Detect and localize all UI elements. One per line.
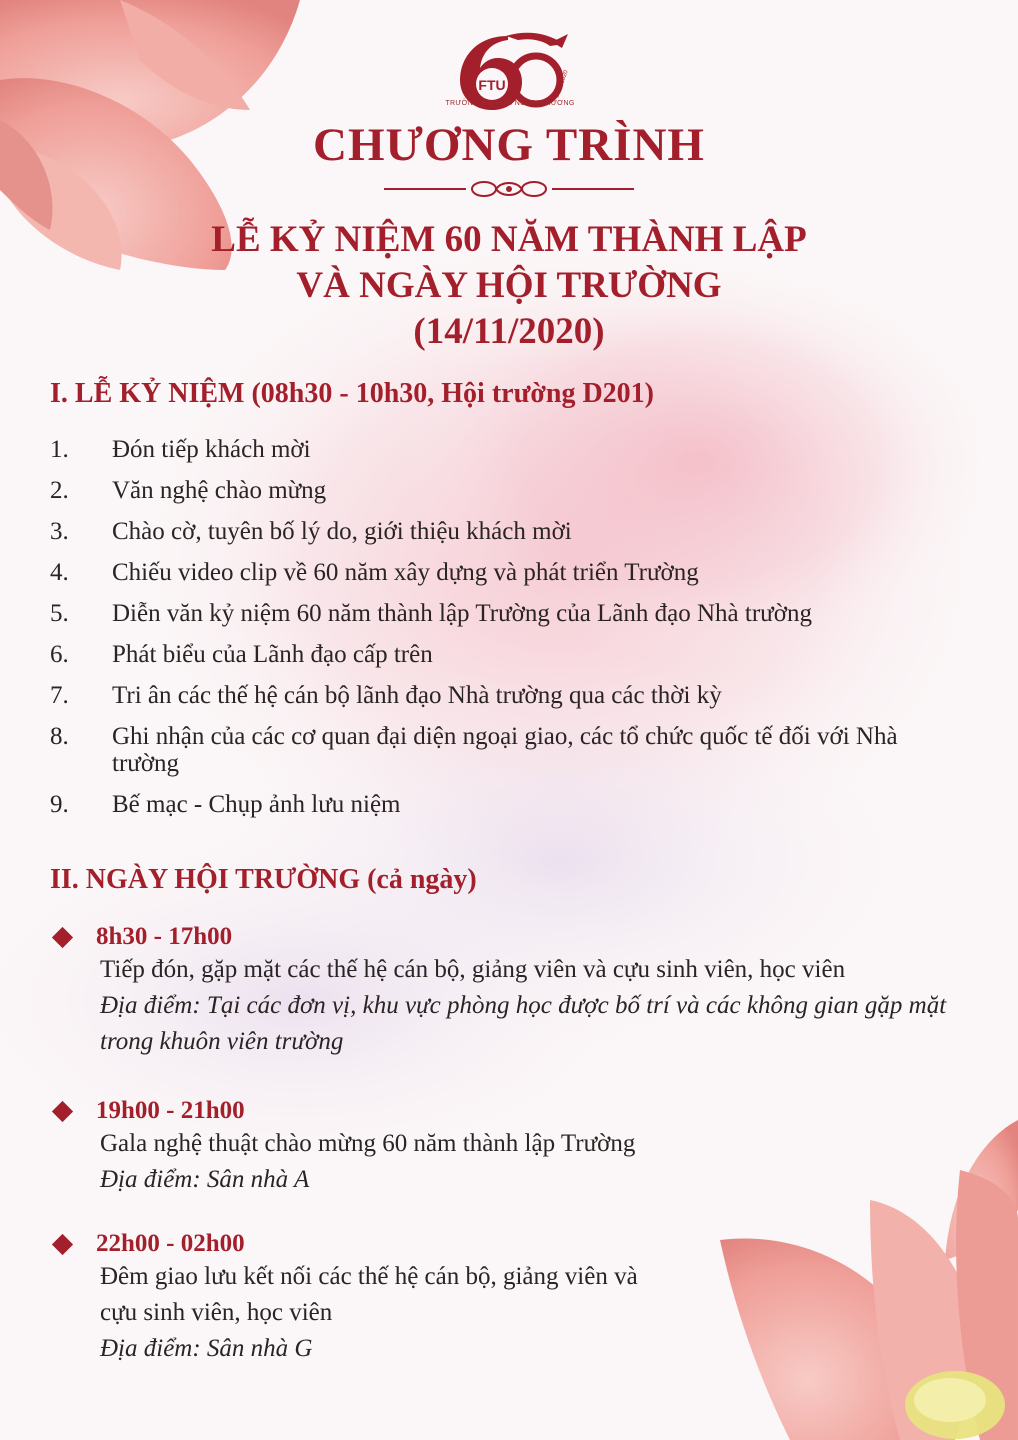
list-item xyxy=(50,600,970,627)
ornament-divider xyxy=(384,178,634,200)
item-number: 9. xyxy=(50,791,69,818)
diamond-bullet-icon xyxy=(52,926,73,947)
item-text: Phát biểu của Lãnh đạo cấp trên xyxy=(112,641,433,668)
section-ceremony-heading: I. LỄ KỶ NIỆM (08h30 - 10h30, Hội trường D201) xyxy=(50,378,654,409)
diamond-bullet-icon xyxy=(52,1233,73,1254)
item-text: Ghi nhận của các cơ quan đại diện ngoại giao, các tổ chức quốc tế đối với Nhà trường xyxy=(112,723,898,777)
event-title-line2: VÀ NGÀY HỘI TRƯỜNG xyxy=(296,265,722,306)
event-location: Địa điểm: Tại các đơn vị, khu vực phòng học được bố trí và các không gian gặp mặt trong khuôn viên trường xyxy=(100,992,947,1055)
event-date: (14/11/2020) xyxy=(413,311,605,352)
item-text: Chào cờ, tuyên bố lý do, giới thiệu khách mời xyxy=(112,518,572,545)
item-number: 6. xyxy=(50,641,69,668)
list-item xyxy=(50,641,970,668)
item-number: 8. xyxy=(50,723,69,750)
event-block xyxy=(50,922,1000,1060)
event-block xyxy=(50,1229,1000,1367)
item-text: Đón tiếp khách mời xyxy=(112,436,311,463)
list-item xyxy=(50,559,970,586)
page-title: CHƯƠNG TRÌNH xyxy=(313,119,705,171)
diamond-bullet-icon xyxy=(52,1100,73,1121)
list-item xyxy=(50,436,970,463)
list-item xyxy=(50,723,970,777)
list-item xyxy=(50,791,970,818)
event-time: 19h00 - 21h00 xyxy=(96,1097,245,1124)
item-text: Chiếu video clip về 60 năm xây dựng và phát triển Trường xyxy=(112,559,699,586)
item-number: 4. xyxy=(50,559,69,586)
event-time: 22h00 - 02h00 xyxy=(96,1230,245,1257)
list-item xyxy=(50,518,970,545)
event-description-line1: Đêm giao lưu kết nối các thế hệ cán bộ, giảng viên và xyxy=(100,1263,638,1290)
item-number: 2. xyxy=(50,477,69,504)
logo-subtitle: TRƯỜNG ĐẠI HỌC NGOẠI THƯƠNG xyxy=(445,100,575,107)
event-location: Địa điểm: Sân nhà G xyxy=(100,1335,313,1362)
event-description-line2: cựu sinh viên, học viên xyxy=(100,1299,333,1326)
item-number: 1. xyxy=(50,436,69,463)
item-text: Văn nghệ chào mừng xyxy=(112,477,327,504)
event-title-line1: LỄ KỶ NIỆM 60 NĂM THÀNH LẬP xyxy=(211,219,807,260)
item-text: Diễn văn kỷ niệm 60 năm thành lập Trường của Lãnh đạo Nhà trường xyxy=(112,600,812,627)
section-festival-heading: II. NGÀY HỘI TRƯỜNG (cả ngày) xyxy=(50,864,477,895)
item-text: Bế mạc - Chụp ảnh lưu niệm xyxy=(112,791,401,818)
list-item xyxy=(50,477,970,504)
event-time: 8h30 - 17h00 xyxy=(96,923,233,950)
item-number: 7. xyxy=(50,682,69,709)
item-number: 5. xyxy=(50,600,69,627)
logo-years: 1960-2020 xyxy=(554,69,570,99)
event-description: Gala nghệ thuật chào mừng 60 năm thành lập Trường xyxy=(100,1130,636,1157)
logo-monogram: FTU xyxy=(478,77,506,93)
event-block xyxy=(50,1096,1000,1198)
item-number: 3. xyxy=(50,518,69,545)
event-location: Địa điểm: Sân nhà A xyxy=(100,1166,310,1193)
ceremony-agenda-list xyxy=(50,436,970,832)
event-description: Tiếp đón, gặp mặt các thế hệ cán bộ, giảng viên và cựu sinh viên, học viên xyxy=(100,956,846,983)
item-text: Tri ân các thế hệ cán bộ lãnh đạo Nhà trường qua các thời kỳ xyxy=(112,682,722,709)
list-item xyxy=(50,682,970,709)
